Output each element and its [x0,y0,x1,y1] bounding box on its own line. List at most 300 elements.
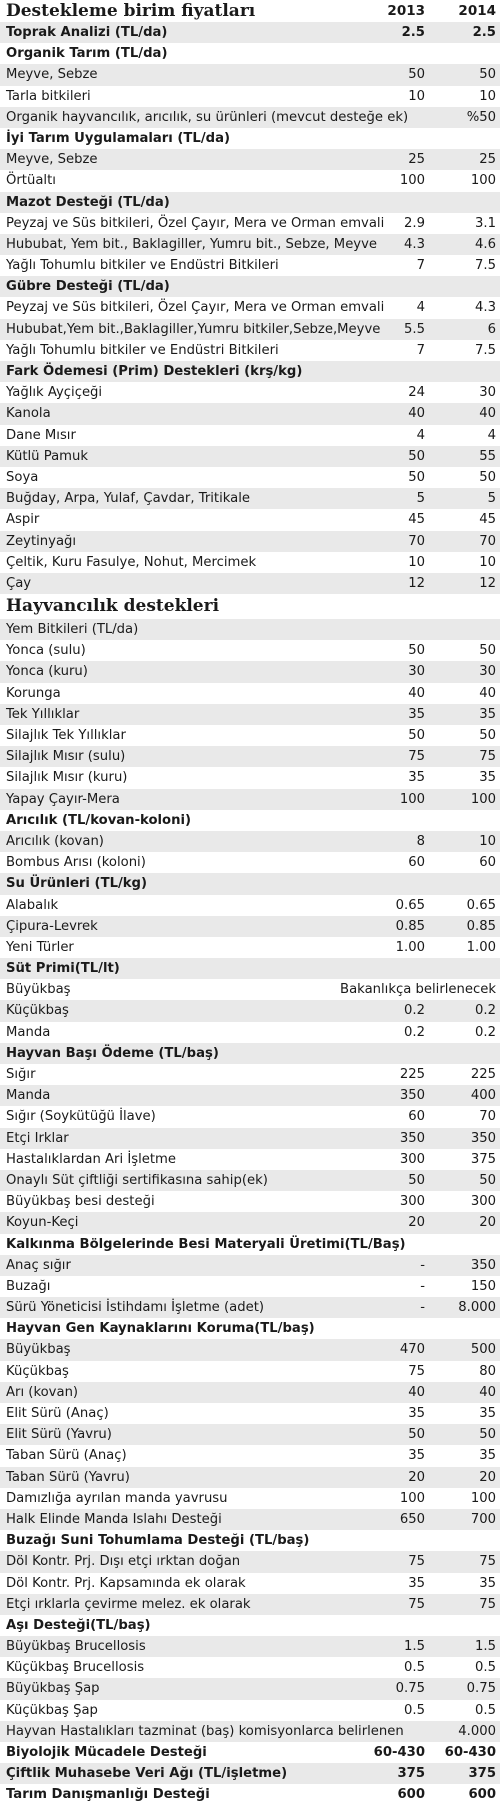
value-2013: 10 [408,554,425,570]
table-row [0,1403,500,1424]
value-2014: 500 [470,1342,496,1358]
table-row [0,916,500,937]
table-row [0,1488,500,1509]
table-row [0,704,500,725]
table-row [0,255,500,276]
item-label: Yonca (kuru) [6,664,88,680]
item-label: Silajlık Tek Yıllıklar [6,728,126,743]
section-title: Hayvancılık destekleri [6,596,220,617]
table-row [0,1212,500,1233]
item-label: Büyükbaş [6,982,71,998]
category-header-row [0,1318,500,1339]
value-2014: 350 [470,1130,496,1146]
table-row [0,213,500,234]
item-label: Arı (kovan) [6,1384,79,1400]
value-2013: 60-430 [373,1745,425,1760]
value-2013: 0.65 [395,897,425,913]
item-label: Etçi ırklarla çevirme melez. ek olarak [6,1596,251,1612]
item-label: Hastalıklardan Ari İşletme [6,1151,176,1167]
value-2014: %50 [466,109,496,125]
table-row [0,767,500,788]
item-label: Manda [6,1024,51,1040]
value-2014: 50 [479,469,496,485]
item-label: Organik hayvancılık, arıcılık, su ürünleri (mevcut desteğe ek) [6,109,409,125]
value-2014: 0.2 [475,1024,496,1040]
item-label: Çay [6,575,32,591]
value-2013: - [420,1300,425,1316]
item-label: Yağlı Tohumlu bitkiler ve Endüstri Bitkileri [6,258,279,274]
value-2013: 50 [408,1172,425,1188]
value-2014: 0.65 [466,897,496,913]
value-2013: 50 [408,728,425,743]
value-2014: 50 [479,1172,496,1188]
table-row [0,552,500,573]
value-2013: 350 [399,1130,425,1146]
item-label: Büyükbaş besi desteği [6,1194,155,1210]
value-2014: 2.5 [472,25,496,40]
category-label: Hayvan Başı Ödeme (TL/baş) [6,1045,219,1061]
item-label: Soya [6,469,39,485]
value-2014: 70 [479,533,496,549]
value-2013: 30 [408,664,425,680]
value-2014: 50 [479,728,496,743]
item-label: Buğday, Arpa, Yulaf, Çavdar, Tritikale [6,491,251,507]
category-header-row [0,1615,500,1636]
item-label: Küçükbaş Şap [6,1702,98,1718]
value-2014: 45 [479,512,496,528]
value-2014: 700 [470,1511,496,1527]
table-row [0,509,500,530]
item-label: Yem Bitkileri (TL/da) [6,622,139,638]
item-label: Örtüaltı [6,173,56,189]
value-2013: 375 [397,1766,425,1782]
item-label: Elit Sürü (Yavru) [6,1427,112,1443]
category-header-row [0,1530,500,1551]
value-2013: 5.5 [404,321,425,337]
value-2014: 35 [479,706,496,722]
value-2014: 80 [479,1363,496,1379]
item-label: Hayvan Hastalıkları tazminat (baş) komisyonlarca belirlenen [6,1723,404,1739]
value-2014: 4.6 [475,236,496,252]
value-2013: 100 [399,1490,425,1506]
value-2014: 35 [479,770,496,786]
item-label: Damızlığa ayrılan manda yavrusu [6,1490,228,1506]
table-body [0,22,500,1806]
value-2013: 350 [399,1088,425,1104]
value-2014: 6 [487,321,496,337]
table-row [0,1361,500,1382]
value-2014: 4.3 [475,300,496,316]
table-row [0,1784,500,1805]
value-2014: 1.00 [466,939,496,955]
item-label: Büyükbaş Brucellosis [6,1639,146,1655]
category-label: Gübre Desteği (TL/da) [6,279,170,295]
item-label: Manda [6,1088,51,1104]
table-row [0,573,500,594]
category-header-row [0,361,500,382]
value-2013: 25 [408,152,425,168]
value-2014: 50 [479,67,496,83]
item-label: Halk Elinde Manda Islahı Desteği [6,1511,222,1527]
table-row [0,531,500,552]
value-2014: 0.85 [466,918,496,934]
item-label: Yonca (sulu) [6,643,86,659]
value-2013: 100 [399,791,425,807]
item-label: Yağlı Tohumlu bitkiler ve Endüstri Bitkileri [6,342,279,358]
item-label: Yeni Türler [6,939,74,955]
value-2013: 50 [408,643,425,659]
value-2013: 20 [408,1469,425,1485]
value-2013: 50 [408,448,425,464]
table-row [0,107,500,128]
value-2013: 0.5 [404,1660,425,1676]
category-label: Su Ürünleri (TL/kg) [6,876,148,892]
table-row [0,382,500,403]
value-2013: 20 [408,1215,425,1231]
item-label: Çeltik, Kuru Fasulye, Nohut, Mercimek [6,554,257,570]
item-label: Hububat, Yem bit., Baklagiller, Yumru bit., Sebze, Meyve [6,236,378,252]
item-label: Meyve, Sebze [6,152,98,168]
item-label: Korunga [6,685,61,701]
item-label: Meyve, Sebze [6,67,98,83]
item-label: Kütlü Pamuk [6,448,89,464]
table-row [0,1509,500,1530]
value-2014: 0.75 [466,1681,496,1697]
value-2013: 60 [408,855,425,871]
value-2013: 1.5 [404,1639,425,1655]
table-row [0,937,500,958]
value-2014: 100 [470,1490,496,1506]
value-2013: 35 [408,1406,425,1421]
value-2014: 5 [487,491,496,507]
value-2013: 470 [399,1342,425,1358]
table-row [0,979,500,1000]
value-2014: 50 [479,643,496,659]
item-label: Onaylı Süt çiftliği sertifikasına sahip(ek) [6,1172,268,1188]
table-row [0,1763,500,1784]
table-row [0,619,500,640]
value-2014: 12 [479,575,496,591]
table-row [0,86,500,107]
item-label: Küçükbaş [6,1363,69,1379]
item-label: Etçi Irklar [6,1130,69,1146]
value-2013: 0.2 [404,1003,425,1019]
value-2014: 225 [470,1067,496,1082]
item-label: Tek Yıllıklar [6,706,80,722]
item-label: Küçükbaş Brucellosis [6,1660,145,1676]
item-label: Taban Sürü (Anaç) [6,1448,127,1464]
table-row [0,1551,500,1572]
value-2013: 4.3 [404,236,425,252]
section-title-row [0,594,500,619]
value-2014: 25 [479,152,496,168]
category-label: Fark Ödemesi (Prim) Destekleri (krş/kg) [6,364,303,379]
value-2014: 3.1 [475,215,496,231]
table-row [0,1424,500,1445]
table-row [0,746,500,767]
item-label: Arıcılık (kovan) [6,833,104,849]
value-2013: 4 [416,427,425,443]
table-row [0,1255,500,1276]
value-2014: 7.5 [475,342,496,358]
table-row [0,403,500,424]
item-label: Büyükbaş [6,1342,71,1358]
value-2014: 10 [479,88,496,104]
value-2014: 40 [479,1384,496,1400]
item-label: Buzağı [6,1278,51,1294]
item-label: Biyolojik Mücadele Desteği [6,1745,207,1760]
item-label: Aspir [6,512,40,528]
value-2014: 0.5 [475,1660,496,1676]
table-row [0,895,500,916]
value-2014: 1.5 [475,1639,496,1655]
value-2014: 55 [479,448,496,464]
value-2014: 70 [479,1109,496,1125]
table-row [0,1064,500,1085]
value-2014: 300 [470,1194,496,1210]
item-label: Sürü Yöneticisi İstihdamı İşletme (adet) [6,1300,265,1316]
value-2013: 0.85 [395,918,425,934]
item-label: Tarla bitkileri [6,88,91,104]
value-2014: 30 [479,385,496,401]
value-2014: 50 [479,1427,496,1443]
table-row [0,297,500,318]
year-header-2014: 2014 [458,3,496,19]
item-label: Silajlık Mısır (kuru) [6,770,128,786]
table-row [0,1382,500,1403]
item-label: Anaç sığır [6,1257,71,1273]
item-label: Yağlık Ayçiçeği [6,385,103,401]
item-label: Sığır (Soykütüğü İlave) [6,1109,156,1125]
item-label: Koyun-Keçi [6,1215,79,1231]
value-2014: 100 [470,173,496,189]
value-2013: 50 [408,67,425,83]
value-2013: 100 [399,173,425,189]
table-row [0,725,500,746]
table-row [0,1128,500,1149]
value-2013: 300 [399,1151,425,1167]
value-2013: 75 [408,1363,425,1379]
value-2013: 0.5 [404,1702,425,1718]
table-row [0,170,500,191]
table-row [0,1191,500,1212]
value-2014: 20 [479,1215,496,1231]
value-2014: 4 [487,427,496,443]
item-label: Çipura-Levrek [6,918,98,934]
table-row [0,1678,500,1699]
table-row [0,1085,500,1106]
table-row [0,1170,500,1191]
value-2013: 12 [408,575,425,591]
table-row [0,1636,500,1657]
table-row [0,446,500,467]
table-row [0,1106,500,1127]
value-2014: 75 [479,749,496,765]
value-2014: 7.5 [475,258,496,274]
value-2014: 10 [479,833,496,849]
table-row [0,467,500,488]
table-row [0,425,500,446]
value-2013: 24 [408,385,425,401]
item-label: Zeytinyağı [6,533,77,549]
value-2013: 300 [399,1194,425,1210]
value-2014: 60-430 [444,1745,496,1760]
value-2013: 35 [408,1448,425,1464]
value-2014: 375 [470,1151,496,1167]
value-2014: 600 [468,1787,496,1803]
value-2014: 350 [470,1257,496,1273]
value-2014: 375 [468,1766,496,1782]
item-label: Döl Kontr. Prj. Dışı etçi ırktan doğan [6,1554,241,1570]
table-row [0,640,500,661]
item-label: Taban Sürü (Yavru) [6,1469,130,1485]
value-2013: 0.75 [395,1681,425,1697]
category-header-row [0,810,500,831]
item-label: Tarım Danışmanlığı Desteği [6,1787,210,1803]
category-header-row [0,1234,500,1255]
category-header-row [0,1043,500,1064]
value-2013: 1.00 [395,939,425,955]
item-label: Peyzaj ve Süs bitkileri, Özel Çayır, Mera ve Orman emvali [6,300,385,316]
table-row [0,661,500,682]
category-header-row [0,276,500,297]
value-2013: 600 [397,1787,425,1803]
item-label: Büyükbaş Şap [6,1681,100,1697]
spanning-value: Bakanlıkça belirlenecek [340,982,496,998]
item-label: Dane Mısır [6,427,76,443]
item-label: Toprak Analizi (TL/da) [6,25,168,40]
value-2014: 75 [479,1554,496,1570]
category-label: Hayvan Gen Kaynaklarını Koruma(TL/baş) [6,1321,315,1337]
category-label: Kalkınma Bölgelerinde Besi Materyali Üretimi(TL/Baş) [6,1236,406,1252]
value-2014: 40 [479,685,496,701]
table-row [0,1022,500,1043]
value-2014: 35 [479,1575,496,1591]
item-label: Sığır [6,1067,36,1082]
value-2013: 5 [416,491,425,507]
year-header-2013: 2013 [387,3,425,19]
value-2013: 0.2 [404,1024,425,1040]
table-row [0,1721,500,1742]
value-2014: 60 [479,855,496,871]
item-label: Elit Sürü (Anaç) [6,1406,109,1421]
table-row [0,64,500,85]
page-title: Destekleme birim fiyatları [6,1,256,21]
category-header-row [0,958,500,979]
value-2014: 0.2 [475,1003,496,1019]
table-row [0,1657,500,1678]
value-2013: 2.9 [404,215,425,231]
value-2014: 40 [479,406,496,422]
value-2013: 35 [408,770,425,786]
category-label: Organik Tarım (TL/da) [6,46,168,62]
value-2013: 50 [408,469,425,485]
table-row [0,1445,500,1466]
category-label: İyi Tarım Uygulamaları (TL/da) [6,130,230,146]
value-2013: 35 [408,706,425,722]
value-2014: 4.000 [458,1723,496,1739]
table-row [0,1000,500,1021]
value-2014: 35 [479,1448,496,1464]
value-2013: 650 [399,1511,425,1527]
value-2014: 30 [479,664,496,680]
item-label: Silajlık Mısır (sulu) [6,749,126,765]
table-row [0,1276,500,1297]
item-label: Alabalık [6,897,59,913]
table-row [0,149,500,170]
item-label: Döl Kontr. Prj. Kapsamında ek olarak [6,1575,246,1591]
category-label: Buzağı Suni Tohumlama Desteği (TL/baş) [6,1533,310,1549]
value-2014: 150 [470,1278,496,1294]
value-2013: 4 [416,300,425,316]
value-2013: 35 [408,1575,425,1591]
value-2013: 50 [408,1427,425,1443]
item-label: Yapay Çayır-Mera [6,791,120,807]
item-label: Kanola [6,406,51,422]
table-row [0,22,500,43]
table-row [0,683,500,704]
item-label: Çiftlik Muhasebe Veri Ağı (TL/işletme) [6,1766,288,1782]
value-2014: 400 [470,1088,496,1104]
value-2014: 8.000 [458,1300,496,1316]
table-row [0,1467,500,1488]
value-2013: 40 [408,685,425,701]
value-2014: 0.5 [475,1702,496,1718]
item-label: Bombus Arısı (koloni) [6,855,146,871]
category-header-row [0,192,500,213]
table-row [0,234,500,255]
table-title-row [0,0,500,22]
value-2013: 60 [408,1109,425,1125]
value-2013: 225 [399,1067,425,1082]
category-label: Arıcılık (TL/kovan-koloni) [6,812,192,828]
value-2013: 7 [416,258,425,274]
table-row [0,488,500,509]
value-2014: 35 [479,1406,496,1421]
item-label: Hububat,Yem bit.,Baklagiller,Yumru bitkiler,Sebze,Meyve [6,321,381,337]
category-label: Aşı Desteği(TL/baş) [6,1617,151,1633]
table-row [0,1297,500,1318]
value-2013: 75 [408,749,425,765]
table-row [0,1149,500,1170]
category-header-row [0,43,500,64]
table-row [0,340,500,361]
table-row [0,789,500,810]
category-label: Mazot Desteği (TL/da) [6,194,170,210]
value-2014: 20 [479,1469,496,1485]
value-2013: 8 [416,833,425,849]
item-label: Küçükbaş [6,1003,69,1019]
value-2013: - [420,1257,425,1273]
value-2013: 70 [408,533,425,549]
category-label: Süt Primi(TL/lt) [6,961,120,977]
value-2013: - [420,1278,425,1294]
table-row [0,852,500,873]
value-2014: 100 [470,791,496,807]
table-row [0,1742,500,1763]
table-row [0,319,500,340]
value-2014: 75 [479,1596,496,1612]
value-2013: 75 [408,1554,425,1570]
value-2013: 45 [408,512,425,528]
category-header-row [0,873,500,894]
table-row [0,1339,500,1360]
value-2013: 40 [408,406,425,422]
table-row [0,1594,500,1615]
value-2014: 10 [479,554,496,570]
value-2013: 2.5 [401,25,425,40]
category-header-row [0,128,500,149]
